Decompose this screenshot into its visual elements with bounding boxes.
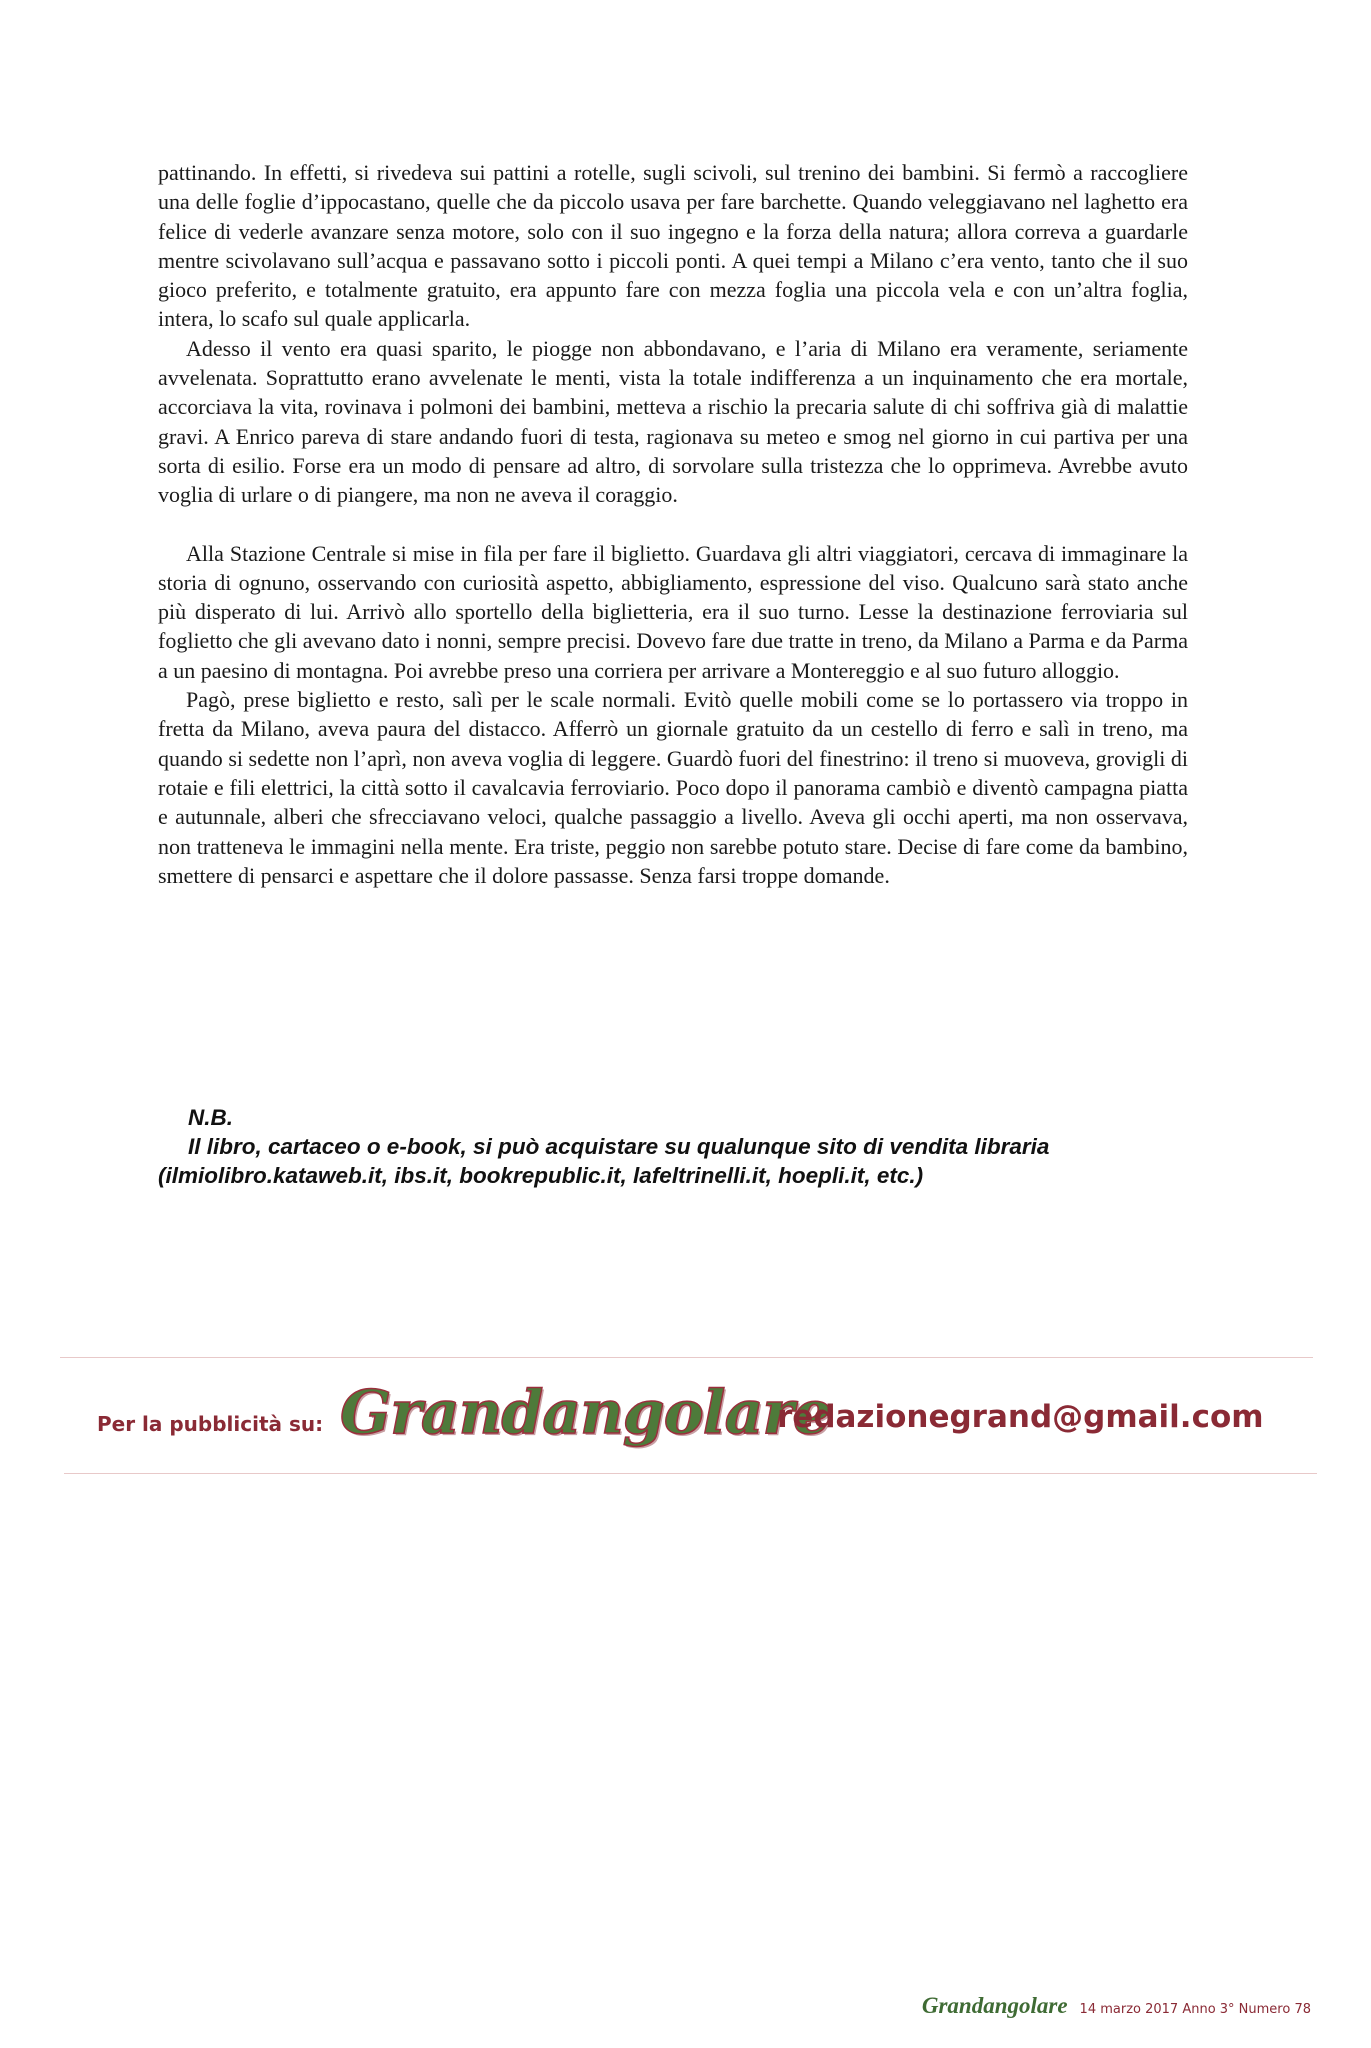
note-heading: N.B. [188,1105,233,1130]
note-line-2: (ilmiolibro.kataweb.it, ibs.it, bookrepublic.it, lafeltrinelli.it, hoepli.it, etc.) [158,1163,924,1188]
footer-issue-info: 14 marzo 2017 Anno 3° Numero 78 [1079,2002,1311,2017]
footer-brand: Grandangolare [921,1993,1068,2018]
article-paragraph-2: Adesso il vento era quasi sparito, le piogge non abbondavano, e l’aria di Milano era veramente, seriamente avvelenata. Soprattutto erano avvelenate le menti, vista la totale indifferenza a un inquinamento che era mortale, accorciava la vita, rovinava i polmoni dei bambini, metteva a rischio la precaria salute di chi soffriva già di malattie gravi. A Enrico pareva di stare andando fuori di testa, ragionava su meteo e smog nel giorno in cui partiva per una sorta di esilio. Forse era un modo di pensare ad altro, di sorvolare sulla tristezza che lo opprimeva. Avrebbe avuto voglia di urlare o di piangere, ma non ne aveva il coraggio. [158,335,1188,508]
article-paragraph-1: pattinando. In effetti, si rivedeva sui pattini a rotelle, sugli scivoli, sul trenino dei bambini. Si fermò a raccogliere una delle foglie d’ippocastano, quelle che da piccolo usava per fare barchette. Quando veleggiavano nel laghetto era felice di vederle avanzare senza motore, solo con il suo ingegno e la forza della natura; allora correva a guardarle mentre scivolavano sull’acqua e passavano sotto i piccoli ponti. A quei tempi a Milano c’era vento, tanto che il suo gioco preferito, e totalmente gratuito, era appunto fare con mezza foglia una piccola vela e con un’altra foglia, intera, lo scafo sul quale applicarla. [158,160,1188,332]
advert-top-divider [60,1357,1313,1358]
article-paragraph-4: Pagò, prese biglietto e resto, salì per le scale normali. Evitò quelle mobili come se lo portassero via troppo in fretta da Milano, aveva paura del distacco. Afferrò un giornale gratuito da un cestello di ferro e salì in treno, ma quando si sedette non l’aprì, non aveva voglia di leggere. Guardò fuori del finestrino: il treno si muoveva, grovigli di rotaie e fili elettrici, la città sotto il cavalcavia ferroviario. Poco dopo il panorama cambiò e diventò campagna piatta e autunnale, alberi che sfrecciavano veloci, qualche passaggio a livello. Aveva gli occhi aperti, ma non osservava, non tratteneva le immagini nella mente. Era triste, peggio non sarebbe potuto stare. Decise di fare come da bambino, smettere di pensarci e aspettare che il dolore passasse. Senza farsi troppe domande. [158,687,1188,888]
advert-label: Per la pubblicità su: [97,1412,324,1436]
article-paragraph-3: Alla Stazione Centrale si mise in fila per fare il biglietto. Guardava gli altri viaggiatori, cercava di immaginare la storia di ognuno, osservando con curiosità aspetto, abbigliamento, espressione del viso. Qualcuno sarà stato anche più disperato di lui. Arrivò allo sportello della biglietteria, era il suo turno. Lesse la destinazione ferroviaria sul foglietto che gli avevano dato i nonni, sempre precisi. Dovevo fare due tratte in treno, da Milano a Parma e da Parma a un paesino di montagna. Poi avrebbe preso una corriera per arrivare a Montereggio e al suo futuro alloggio. [158,540,1188,683]
advert-email[interactable]: redazionegrand@gmail.com [777,1399,1264,1435]
book-note [158,1103,1198,1190]
advert-bottom-divider [64,1473,1317,1474]
page-footer [922,1993,1311,2019]
article-body [158,158,1188,890]
advert-brand-logo: Grandangolare [340,1378,831,1448]
note-line-1: Il libro, cartaceo o e-book, si può acquistare su qualunque sito di vendita libraria [188,1134,1050,1159]
